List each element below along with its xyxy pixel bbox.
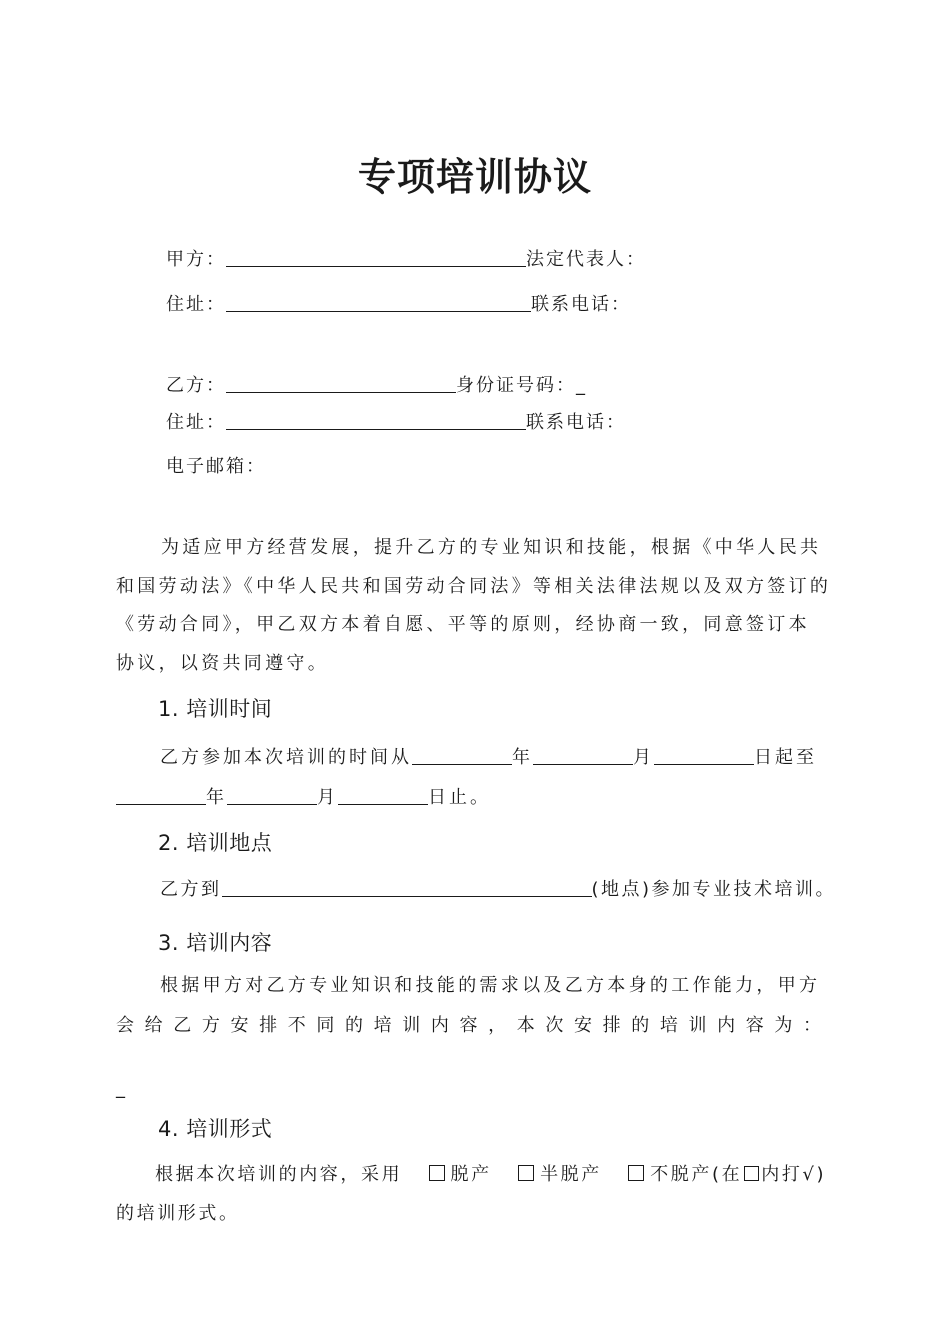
part-time-checkbox[interactable] (628, 1165, 644, 1181)
party-b-blank[interactable] (226, 372, 456, 393)
content-line-2-char: 的 (631, 1015, 650, 1036)
option-full-time: 脱产 (450, 1164, 492, 1185)
content-line-2-char: 排 (602, 1015, 621, 1036)
end-day-label: 日止。 (428, 787, 491, 808)
content-line-2-char: 培 (659, 1015, 678, 1036)
content-line-2-char: 安 (574, 1015, 592, 1036)
full-time-checkbox[interactable] (429, 1165, 445, 1181)
content-line-2-char: 训 (688, 1015, 707, 1036)
content-line-2-char: 乙 (173, 1015, 192, 1036)
party-b-label: 乙方： (166, 375, 226, 396)
content-line-2-char: ： (803, 1015, 821, 1036)
content-line-2-char: 同 (316, 1015, 335, 1036)
form-line-2: 的培训形式。 (116, 1203, 240, 1224)
intro-line-1: 为适应甲方经营发展，提升乙方的专业知识和技能，根据《中华人民共 (161, 537, 822, 558)
section-2-heading: 2. 培训地点 (158, 831, 273, 855)
content-line-2-char: 内 (717, 1015, 736, 1036)
start-month-blank[interactable] (533, 744, 633, 765)
training-location-row (160, 876, 836, 903)
training-time-row-1 (160, 744, 817, 771)
content-line-1: 根据甲方对乙方专业知识和技能的需求以及乙方本身的工作能力，甲方 (160, 975, 821, 996)
content-line-2-char: 的 (345, 1015, 363, 1036)
party-a-phone-label: 联系电话： (531, 294, 631, 315)
content-line-2-char: 方 (201, 1015, 220, 1036)
content-line-2-chars (116, 1013, 821, 1039)
end-year-blank[interactable] (116, 784, 206, 805)
party-a-address-row (166, 291, 631, 318)
content-line-2-char: 安 (230, 1015, 249, 1036)
party-a-label: 甲方： (166, 249, 226, 270)
training-form-row (155, 1162, 826, 1188)
start-day-label: 日起至 (754, 747, 817, 768)
half-time-checkbox[interactable] (518, 1165, 534, 1181)
option-half-time: 半脱产 (540, 1164, 602, 1185)
content-line-2-char: 为 (774, 1015, 793, 1036)
intro-line-3: 《劳动合同》，甲乙双方本着自愿、平等的原则，经协商一致，同意签订本 (116, 614, 810, 635)
content-line-2-char: 训 (402, 1015, 421, 1036)
start-month-label: 月 (633, 747, 654, 768)
party-b-email-label: 电子邮箱： (166, 456, 266, 477)
party-b-row (166, 372, 587, 399)
checkbox-hint-icon (744, 1166, 759, 1181)
content-line-2-char: ， (488, 1015, 507, 1036)
location-prefix: 乙方到 (160, 879, 222, 900)
party-b-address-blank[interactable] (226, 409, 526, 430)
section-3-heading: 3. 培训内容 (158, 931, 273, 955)
document-title: 专项培训协议 (357, 155, 592, 199)
content-line-2-char: 内 (430, 1015, 449, 1036)
end-month-label: 月 (317, 787, 338, 808)
start-year-label: 年 (512, 747, 533, 768)
end-day-blank[interactable] (338, 784, 428, 805)
content-line-2-char: 本 (516, 1015, 535, 1036)
party-a-blank[interactable] (226, 246, 526, 267)
content-line-2-char: 培 (373, 1015, 392, 1036)
content-line-2-char: 给 (144, 1015, 163, 1036)
party-b-address-label: 住址： (166, 412, 226, 433)
form-prefix: 根据本次培训的内容，采用 (155, 1164, 403, 1185)
location-blank[interactable] (222, 876, 592, 897)
id-number-label: 身份证号码：_ (456, 375, 587, 396)
content-line-2-char: 容 (459, 1015, 478, 1036)
content-line-2-char: 不 (287, 1015, 306, 1036)
content-line-2-char: 排 (259, 1015, 278, 1036)
party-b-email-row (166, 454, 266, 480)
content-line-2 (116, 1013, 821, 1039)
intro-line-4: 协议，以资共同遵守。 (116, 652, 329, 674)
party-b-address-row (166, 409, 626, 436)
start-year-blank[interactable] (412, 744, 512, 765)
legal-rep-label: 法定代表人： (526, 249, 646, 270)
option-part-time-tail: 内打√) (761, 1164, 827, 1185)
content-line-3[interactable]: _ (116, 1078, 127, 1099)
intro-line-2: 和国劳动法》《中华人民共和国劳动合同法》等相关法律法规以及双方签订的 (116, 575, 832, 597)
time-prefix: 乙方参加本次培训的时间从 (160, 747, 412, 768)
party-b-phone-label: 联系电话： (526, 412, 626, 433)
training-time-row-2 (116, 784, 491, 811)
content-line-2-char: 次 (545, 1015, 564, 1036)
intro-paragraph (116, 529, 832, 683)
section-1-heading: 1. 培训时间 (158, 697, 273, 721)
party-a-address-label: 住址： (166, 294, 226, 315)
location-suffix: (地点)参加专业技术培训。 (591, 879, 837, 900)
option-part-time: 不脱产(在 (650, 1164, 743, 1185)
start-day-blank[interactable] (654, 744, 754, 765)
end-year-label: 年 (206, 787, 227, 808)
end-month-blank[interactable] (227, 784, 317, 805)
content-line-2-char: 会 (116, 1015, 134, 1036)
section-4-heading: 4. 培训形式 (158, 1117, 273, 1141)
party-a-address-blank[interactable] (226, 291, 531, 312)
content-line-2-char: 容 (745, 1015, 764, 1036)
party-a-row (166, 246, 646, 273)
